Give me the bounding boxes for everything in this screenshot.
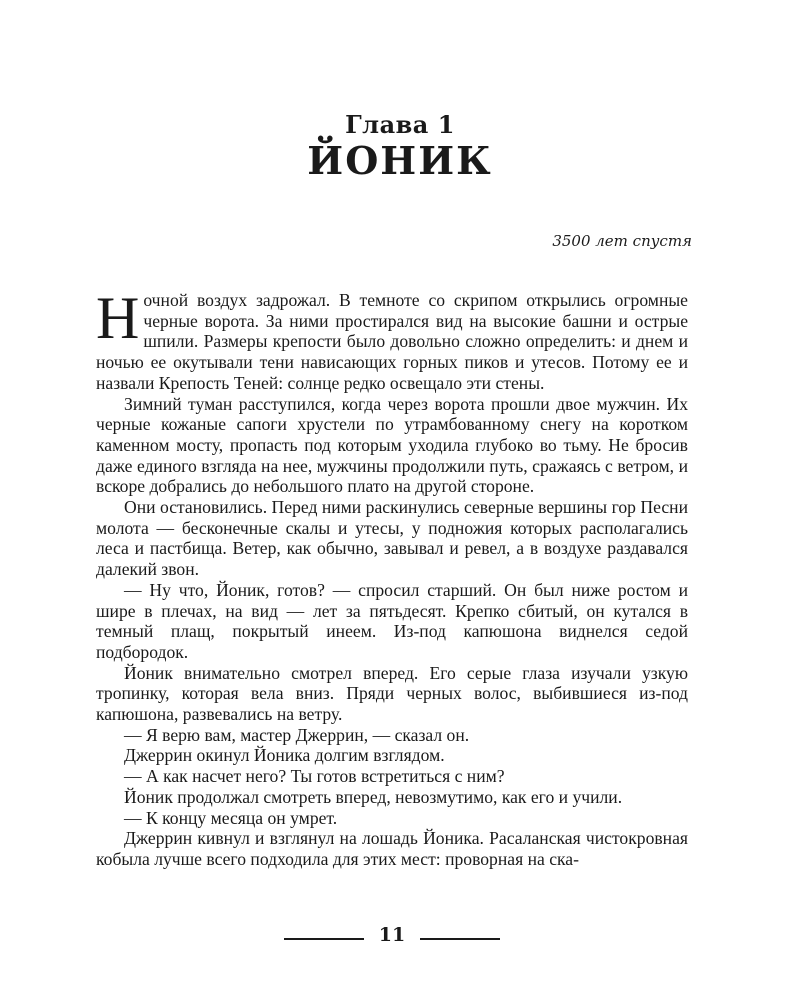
page-number: 11 [378,924,406,946]
chapter-number: Глава 1 [345,110,455,139]
paragraph: — Я верю вам, мастер Джеррин, — сказал он. [124,724,470,745]
chapter-title: ЙОНИК [307,138,493,183]
paragraph: Джеррин кивнул и взглянул на лошадь Йоника. Расаланская чистокровная кобыла лучше всего подходила для этих мест: проворная на ска- [96,828,688,869]
paragraph: — А как насчет него? Ты готов встретиться с ним? [124,766,505,787]
epigraph: 3500 лет спустя [552,232,692,250]
paragraph [96,285,688,394]
drop-cap: Н [96,285,140,351]
chapter-body [96,285,688,870]
paragraph: Йоник внимательно смотрел вперед. Его серые глаза изучали узкую тропинку, которая вела вниз. Пряди черных волос, выбившиеся из-под капюшона, развевались на ветру. [96,662,688,725]
paragraph: Зимний туман расступился, когда через ворота прошли двое мужчин. Их черные кожаные сапоги хрустели по утрамбованному снегу на коротком каменном мосту, пропасть под которым уходила глубоко во тьму. Не бросив даже единого взгляда на нее, мужчины продолжили путь, сражаясь с ветром, и вскоре добрались до небольшого плато на другой стороне. [96,393,688,497]
page-footer [0,924,800,954]
paragraph: — К концу месяца он умрет. [124,807,338,828]
paragraph: — Ну что, Йоник, готов? — спросил старший. Он был ниже ростом и шире в плечах, на вид — лет за пятьдесят. Крепко сбитый, он кутался в темный плащ, покрытый инеем. Из-под капюшона виднелся седой подбородок. [96,579,688,662]
paragraph: Йоник продолжал смотреть вперед, невозмутимо, как его и учили. [124,786,623,807]
footer-rule-left [284,938,364,940]
footer-rule-right [420,938,500,940]
paragraph: Джеррин окинул Йоника долгим взглядом. [124,745,445,766]
paragraph-text: очной воздух задрожал. В темноте со скрипом открылись огромные черные ворота. За ними простирался вид на высокие башни и острые шпили. Размеры крепости было довольно сложно определить: и днем и ночью ее окутывали тени нависающих горных пиков и утесов. Потому ее и назвали Крепость Теней: солнце редко освещало эти стены. [96,290,688,393]
paragraph: Они остановились. Перед ними раскинулись северные вершины гор Песни молота — бесконечные скалы и утесы, у подножия которых располагались леса и пастбища. Ветер, как обычно, завывал и ревел, а в воздухе раздавался далекий звон. [96,497,688,580]
